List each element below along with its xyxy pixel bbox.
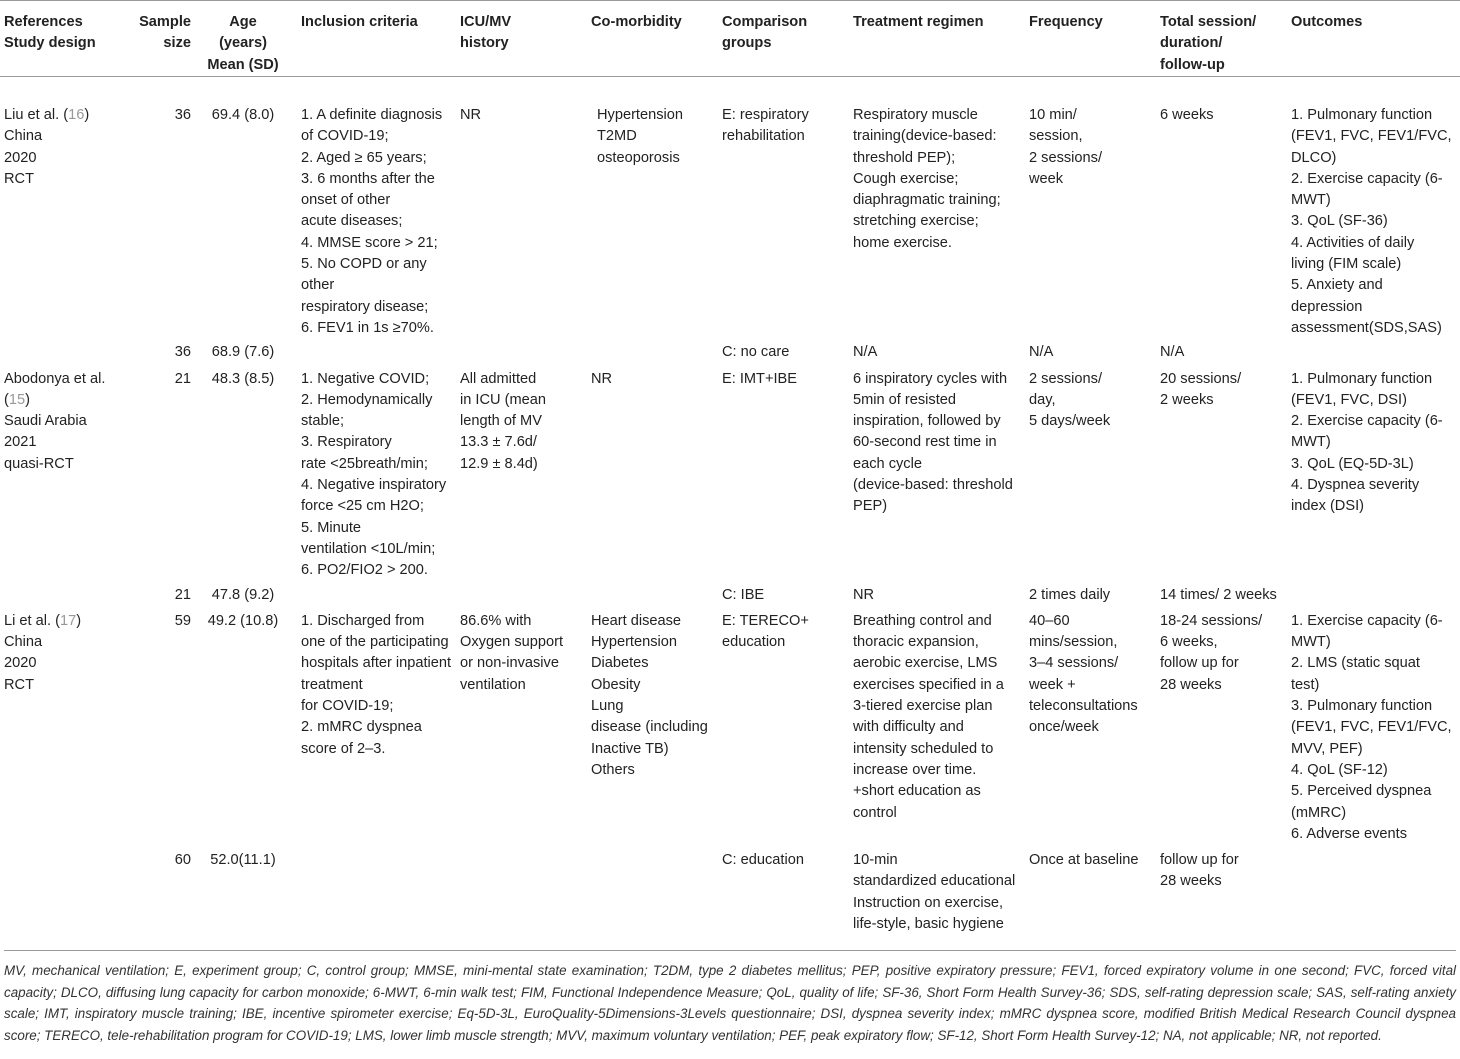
reference-link[interactable]: 17: [59, 612, 77, 629]
table-row: [0, 582, 1460, 606]
total-session-cell: follow up for 28 weeks: [1160, 852, 1239, 890]
table-row: [0, 364, 1460, 582]
frequency-cell: 40–60 mins/session, 3–4 sessions/ week + teleconsultations once/week: [1029, 612, 1138, 736]
header-icu-mv-history: ICU/MV history: [460, 14, 512, 52]
frequency-cell: 10 min/ session, 2 sessions/ week: [1029, 107, 1103, 187]
age-cell: 47.8 (9.2): [211, 586, 275, 603]
comparison-cell: C: education: [722, 852, 804, 869]
total-session-cell: 14 times/ 2 weeks: [1160, 586, 1277, 603]
outcomes-cell: [1291, 339, 1460, 363]
reference-cell: [0, 339, 133, 363]
table-row: [0, 77, 1460, 340]
frequency-cell: 2 sessions/ day, 5 days/week: [1029, 370, 1111, 430]
comorbidity-cell: Heart disease Hypertension Diabetes Obesity Lung disease (including Inactive TB) Others: [591, 612, 708, 778]
total-session-cell: N/A: [1160, 344, 1185, 361]
age-cell: 49.2 (10.8): [207, 612, 279, 629]
inclusion-cell: [295, 845, 460, 935]
icu-cell: 86.6% with Oxygen support or non-invasive ventilation: [460, 612, 564, 693]
age-cell: 68.9 (7.6): [211, 344, 275, 361]
sample-size-cell: 21: [174, 586, 191, 603]
table-row: [0, 339, 1460, 363]
header-total-session: Total session/ duration/ follow-up: [1160, 14, 1257, 73]
comparison-cell: E: IMT+IBE: [722, 370, 798, 387]
header-sample-size: Sample size: [139, 14, 191, 52]
icu-cell: [460, 582, 591, 606]
inclusion-cell: [295, 339, 460, 363]
outcomes-cell: 1. Exercise capacity (6- MWT) 2. LMS (static squat test) 3. Pulmonary function (FEV1, FVC, FEV1/FVC, MVV, PEF) 4. QoL (SF-12) 5. Perceived dyspnea (mMRC) 6. Adverse events: [1291, 612, 1452, 842]
header-references: References Study design: [4, 14, 96, 52]
treatment-cell: 10-min standardized educational Instruction on exercise, life-style, basic hygiene: [853, 852, 1016, 932]
inclusion-cell: 1. A definite diagnosis of COVID-19; 2. Aged ≥ 65 years; 3. 6 months after the onset of other acute diseases; 4. MMSE score > 21; 5. No COPD or any other respiratory disease; 6. FEV1 in 1s ≥70%.: [301, 107, 443, 336]
treatment-cell: NR: [853, 586, 875, 603]
header-comparison-groups: Comparison groups: [722, 14, 808, 52]
reference-link[interactable]: 16: [68, 107, 85, 123]
treatment-cell: N/A: [853, 344, 878, 361]
outcomes-cell: 1. Pulmonary function (FEV1, FVC, FEV1/FVC, DLCO) 2. Exercise capacity (6- MWT) 3. QoL (SF-36) 4. Activities of daily living (FIM scale) 5. Anxiety and depression assessment(SDS,SAS): [1291, 107, 1452, 336]
age-cell: 52.0(11.1): [210, 852, 276, 869]
frequency-cell: 2 times daily: [1029, 586, 1111, 603]
icu-cell: [460, 339, 591, 363]
comorbidity-cell: [591, 339, 722, 363]
treatment-cell: Respiratory muscle training(device-based: threshold PEP); Cough exercise; diaphragmatic training; stretching exercise; home exercise.: [853, 107, 1001, 251]
table-footnote: MV, mechanical ventilation; E, experiment group; C, control group; MMSE, mini-mental state examination; T2DM, type 2 diabetes mellitus; PEP, positive expiratory pressure; FEV1, forced expiratory volume in one second; FVC, forced vital capacity; DLCO, diffusing lung capacity for carbon monoxide; 6-MWT, 6-min walk test; FIM, Functional Independence Measure; QoL, quality of life; SF-36, Short Form Health Survey-36; SDS, self-rating depression scale; SAS, self-rating anxiety scale; IMT, inspiratory muscle training; IBE, incentive spirometer exercise; Eq-5D-3L, EuroQuality-5Dimensions-3Levels questionnaire; DSI, dyspnea severity index; mMRC dyspnea score, modified British Medical Research Council dyspnea score; TERECO, tele-rehabilitation program for COVID-19; LMS, lower limb muscle strength; MVV, maximum voluntary ventilation; PEF, peak expiratory flow; SF-12, Short Form Health Survey-12; NA, not applicable; NR, not reported.: [4, 950, 1456, 1046]
header-outcomes: Outcomes: [1291, 14, 1363, 30]
age-cell: 48.3 (8.5): [211, 370, 275, 387]
sample-size-cell: 36: [174, 344, 191, 361]
icu-cell: [460, 845, 591, 935]
reference-cell: Liu et al. (16) China 2020 RCT: [4, 107, 90, 187]
table-row: [0, 606, 1460, 845]
reference-cell: Li et al. (17) China 2020 RCT: [4, 612, 82, 693]
table-row: [0, 845, 1460, 935]
header-frequency: Frequency: [1029, 14, 1103, 30]
icu-cell: All admitted in ICU (mean length of MV 13.3 ± 7.6d/ 12.9 ± 8.4d): [460, 370, 546, 472]
header-comorbidity: Co-morbidity: [591, 14, 682, 30]
sample-size-cell: 36: [174, 107, 191, 123]
inclusion-cell: [295, 582, 460, 606]
age-cell: 69.4 (8.0): [211, 107, 275, 123]
reference-link[interactable]: 15: [8, 391, 26, 408]
reference-cell: Abodonya et al. (15) Saudi Arabia 2021 quasi-RCT: [4, 370, 106, 472]
total-session-cell: 20 sessions/ 2 weeks: [1160, 370, 1242, 408]
comorbidity-cell: [591, 845, 722, 935]
comparison-cell: C: no care: [722, 344, 790, 361]
icu-cell: NR: [460, 107, 482, 123]
outcomes-cell: [1291, 582, 1460, 606]
header-age: Age (years) Mean (SD): [207, 14, 279, 73]
sample-size-cell: 59: [174, 612, 191, 629]
frequency-cell: N/A: [1029, 344, 1054, 361]
header-treatment-regimen: Treatment regimen: [853, 14, 984, 30]
comorbidity-cell: [591, 582, 722, 606]
comorbidity-cell: NR: [591, 370, 613, 387]
comparison-cell: E: TERECO+ education: [722, 612, 809, 651]
frequency-cell: Once at baseline: [1029, 852, 1139, 869]
inclusion-cell: 1. Discharged from one of the participating hospitals after inpatient treatment for COVID-19; 2. mMRC dyspnea score of 2–3.: [301, 612, 452, 757]
comparison-cell: C: IBE: [722, 586, 765, 603]
outcomes-cell: [1291, 845, 1460, 935]
inclusion-cell: 1. Negative COVID; 2. Hemodynamically stable; 3. Respiratory rate <25breath/min; 4. Negative inspiratory force <25 cm H2O; 5. Minute ventilation <10L/min; 6. PO2/FIO2 > 200.: [301, 370, 447, 579]
sample-size-cell: 21: [174, 370, 191, 387]
comparison-cell: E: respiratory rehabilitation: [722, 107, 809, 145]
header-row: [0, 1, 1460, 77]
total-session-cell: 18-24 sessions/ 6 weeks, follow up for 28 weeks: [1160, 612, 1263, 693]
treatment-cell: Breathing control and thoracic expansion, aerobic exercise, LMS exercises specified in a 3-tiered exercise plan with difficulty and intensity scheduled to increase over time. +short education as control: [853, 612, 1004, 821]
reference-cell: [0, 582, 133, 606]
sample-size-cell: 60: [174, 852, 191, 869]
treatment-cell: 6 inspiratory cycles with 5min of resisted inspiration, followed by 60-second rest time in each cycle (device-based: threshold PEP): [853, 370, 1013, 515]
reference-cell: [0, 845, 133, 935]
comorbidity-cell: Hypertension T2MD osteoporosis: [597, 107, 683, 166]
outcomes-cell: 1. Pulmonary function (FEV1, FVC, DSI) 2. Exercise capacity (6- MWT) 3. QoL (EQ-5D-3L) 4. Dyspnea severity index (DSI): [1291, 370, 1443, 515]
header-inclusion-criteria: Inclusion criteria: [301, 14, 418, 30]
total-session-cell: 6 weeks: [1160, 107, 1214, 123]
